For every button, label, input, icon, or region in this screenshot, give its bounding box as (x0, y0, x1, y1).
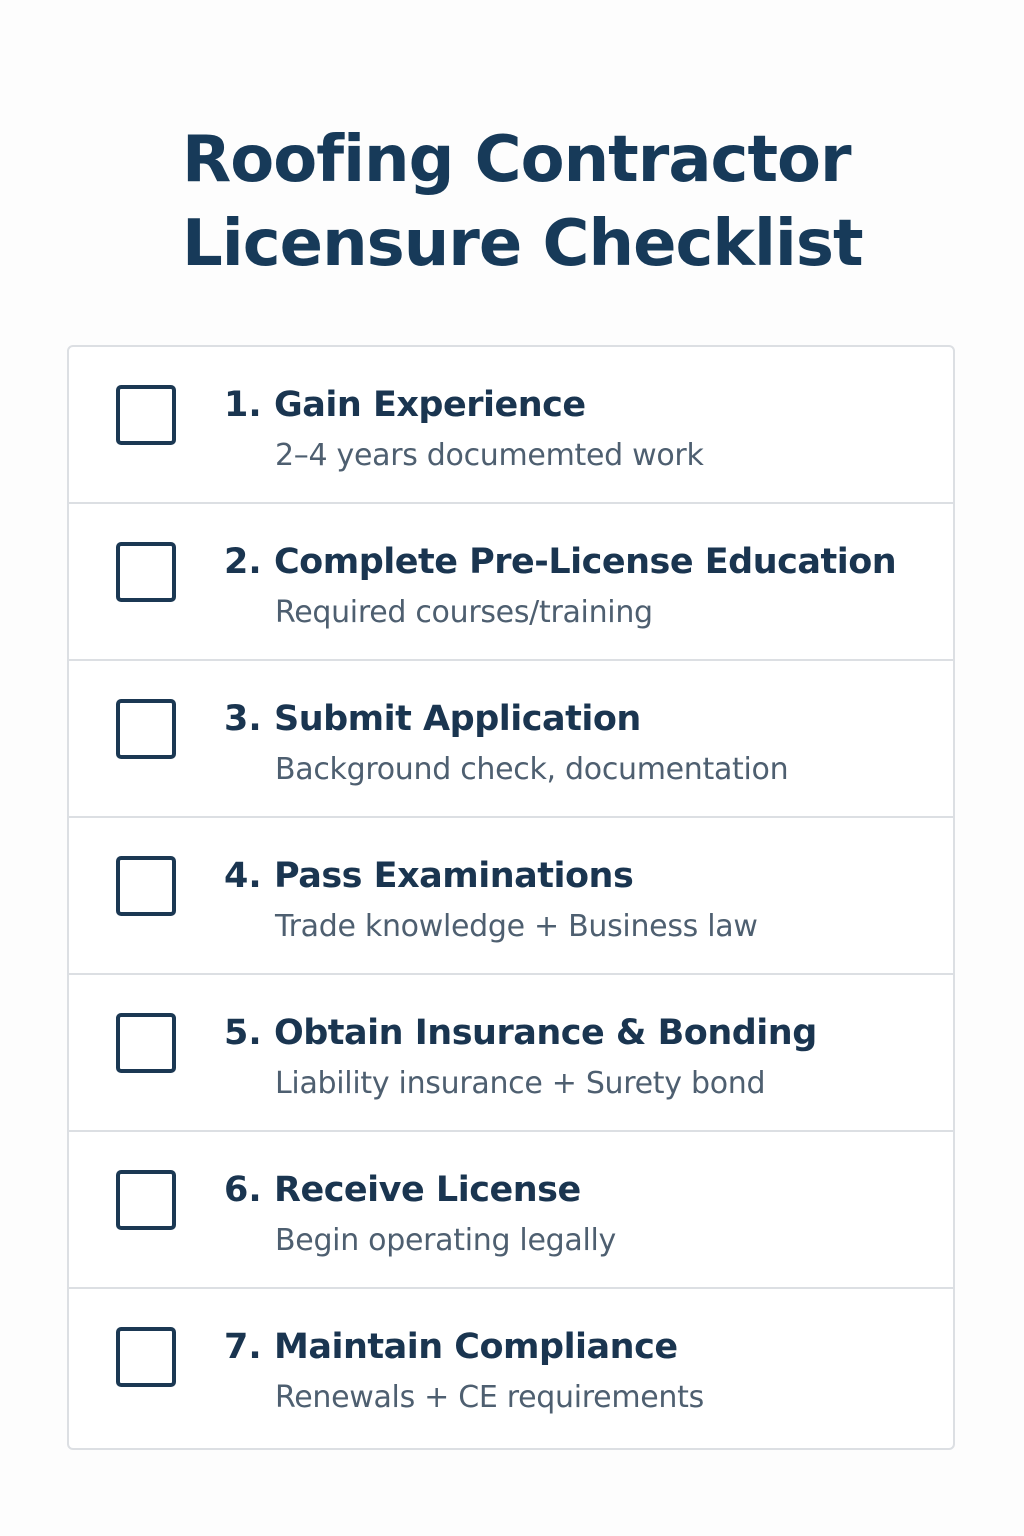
checkbox[interactable] (116, 699, 176, 759)
checklist-item-pre-license-education (69, 504, 953, 661)
step-number: 7. (224, 1327, 262, 1367)
checkbox[interactable] (116, 385, 176, 445)
step-number: 5. (224, 1013, 262, 1053)
checkbox[interactable] (116, 542, 176, 602)
step-description: Background check, documentation (275, 752, 789, 787)
step-number: 4. (224, 856, 262, 896)
step-number: 6. (224, 1170, 262, 1210)
checklist-item-maintain-compliance (69, 1289, 953, 1444)
checkbox[interactable] (116, 1170, 176, 1230)
checklist-item-pass-examinations (69, 818, 953, 975)
checkbox[interactable] (116, 1327, 176, 1387)
step-title: Obtain Insurance & Bonding (274, 1013, 817, 1053)
checklist-item-receive-license (69, 1132, 953, 1289)
step-description: Renewals + CE requirements (275, 1380, 704, 1415)
step-title: Submit Application (274, 699, 641, 739)
step-description: 2–4 years documemted work (275, 438, 704, 473)
step-number: 3. (224, 699, 262, 739)
step-title: Maintain Compliance (274, 1327, 678, 1367)
step-description: Begin operating legally (275, 1223, 616, 1258)
page-title-line-1: Roofing Contractor (182, 123, 851, 197)
page-title (182, 118, 942, 286)
step-title: Gain Experience (274, 385, 586, 425)
step-description: Required courses/training (275, 595, 653, 630)
step-description: Liability insurance + Surety bond (275, 1066, 766, 1101)
page-title-line-2: Licensure Checklist (182, 207, 863, 281)
step-number: 1. (224, 385, 262, 425)
checkbox[interactable] (116, 856, 176, 916)
step-title: Pass Examinations (274, 856, 634, 896)
checklist-item-gain-experience (69, 347, 953, 504)
step-number: 2. (224, 542, 262, 582)
checkbox[interactable] (116, 1013, 176, 1073)
step-description: Trade knowledge + Business law (275, 909, 758, 944)
checklist-item-insurance-bonding (69, 975, 953, 1132)
step-title: Complete Pre-License Education (274, 542, 897, 582)
checklist-item-submit-application (69, 661, 953, 818)
step-title: Receive License (274, 1170, 581, 1210)
checklist (67, 345, 955, 1450)
